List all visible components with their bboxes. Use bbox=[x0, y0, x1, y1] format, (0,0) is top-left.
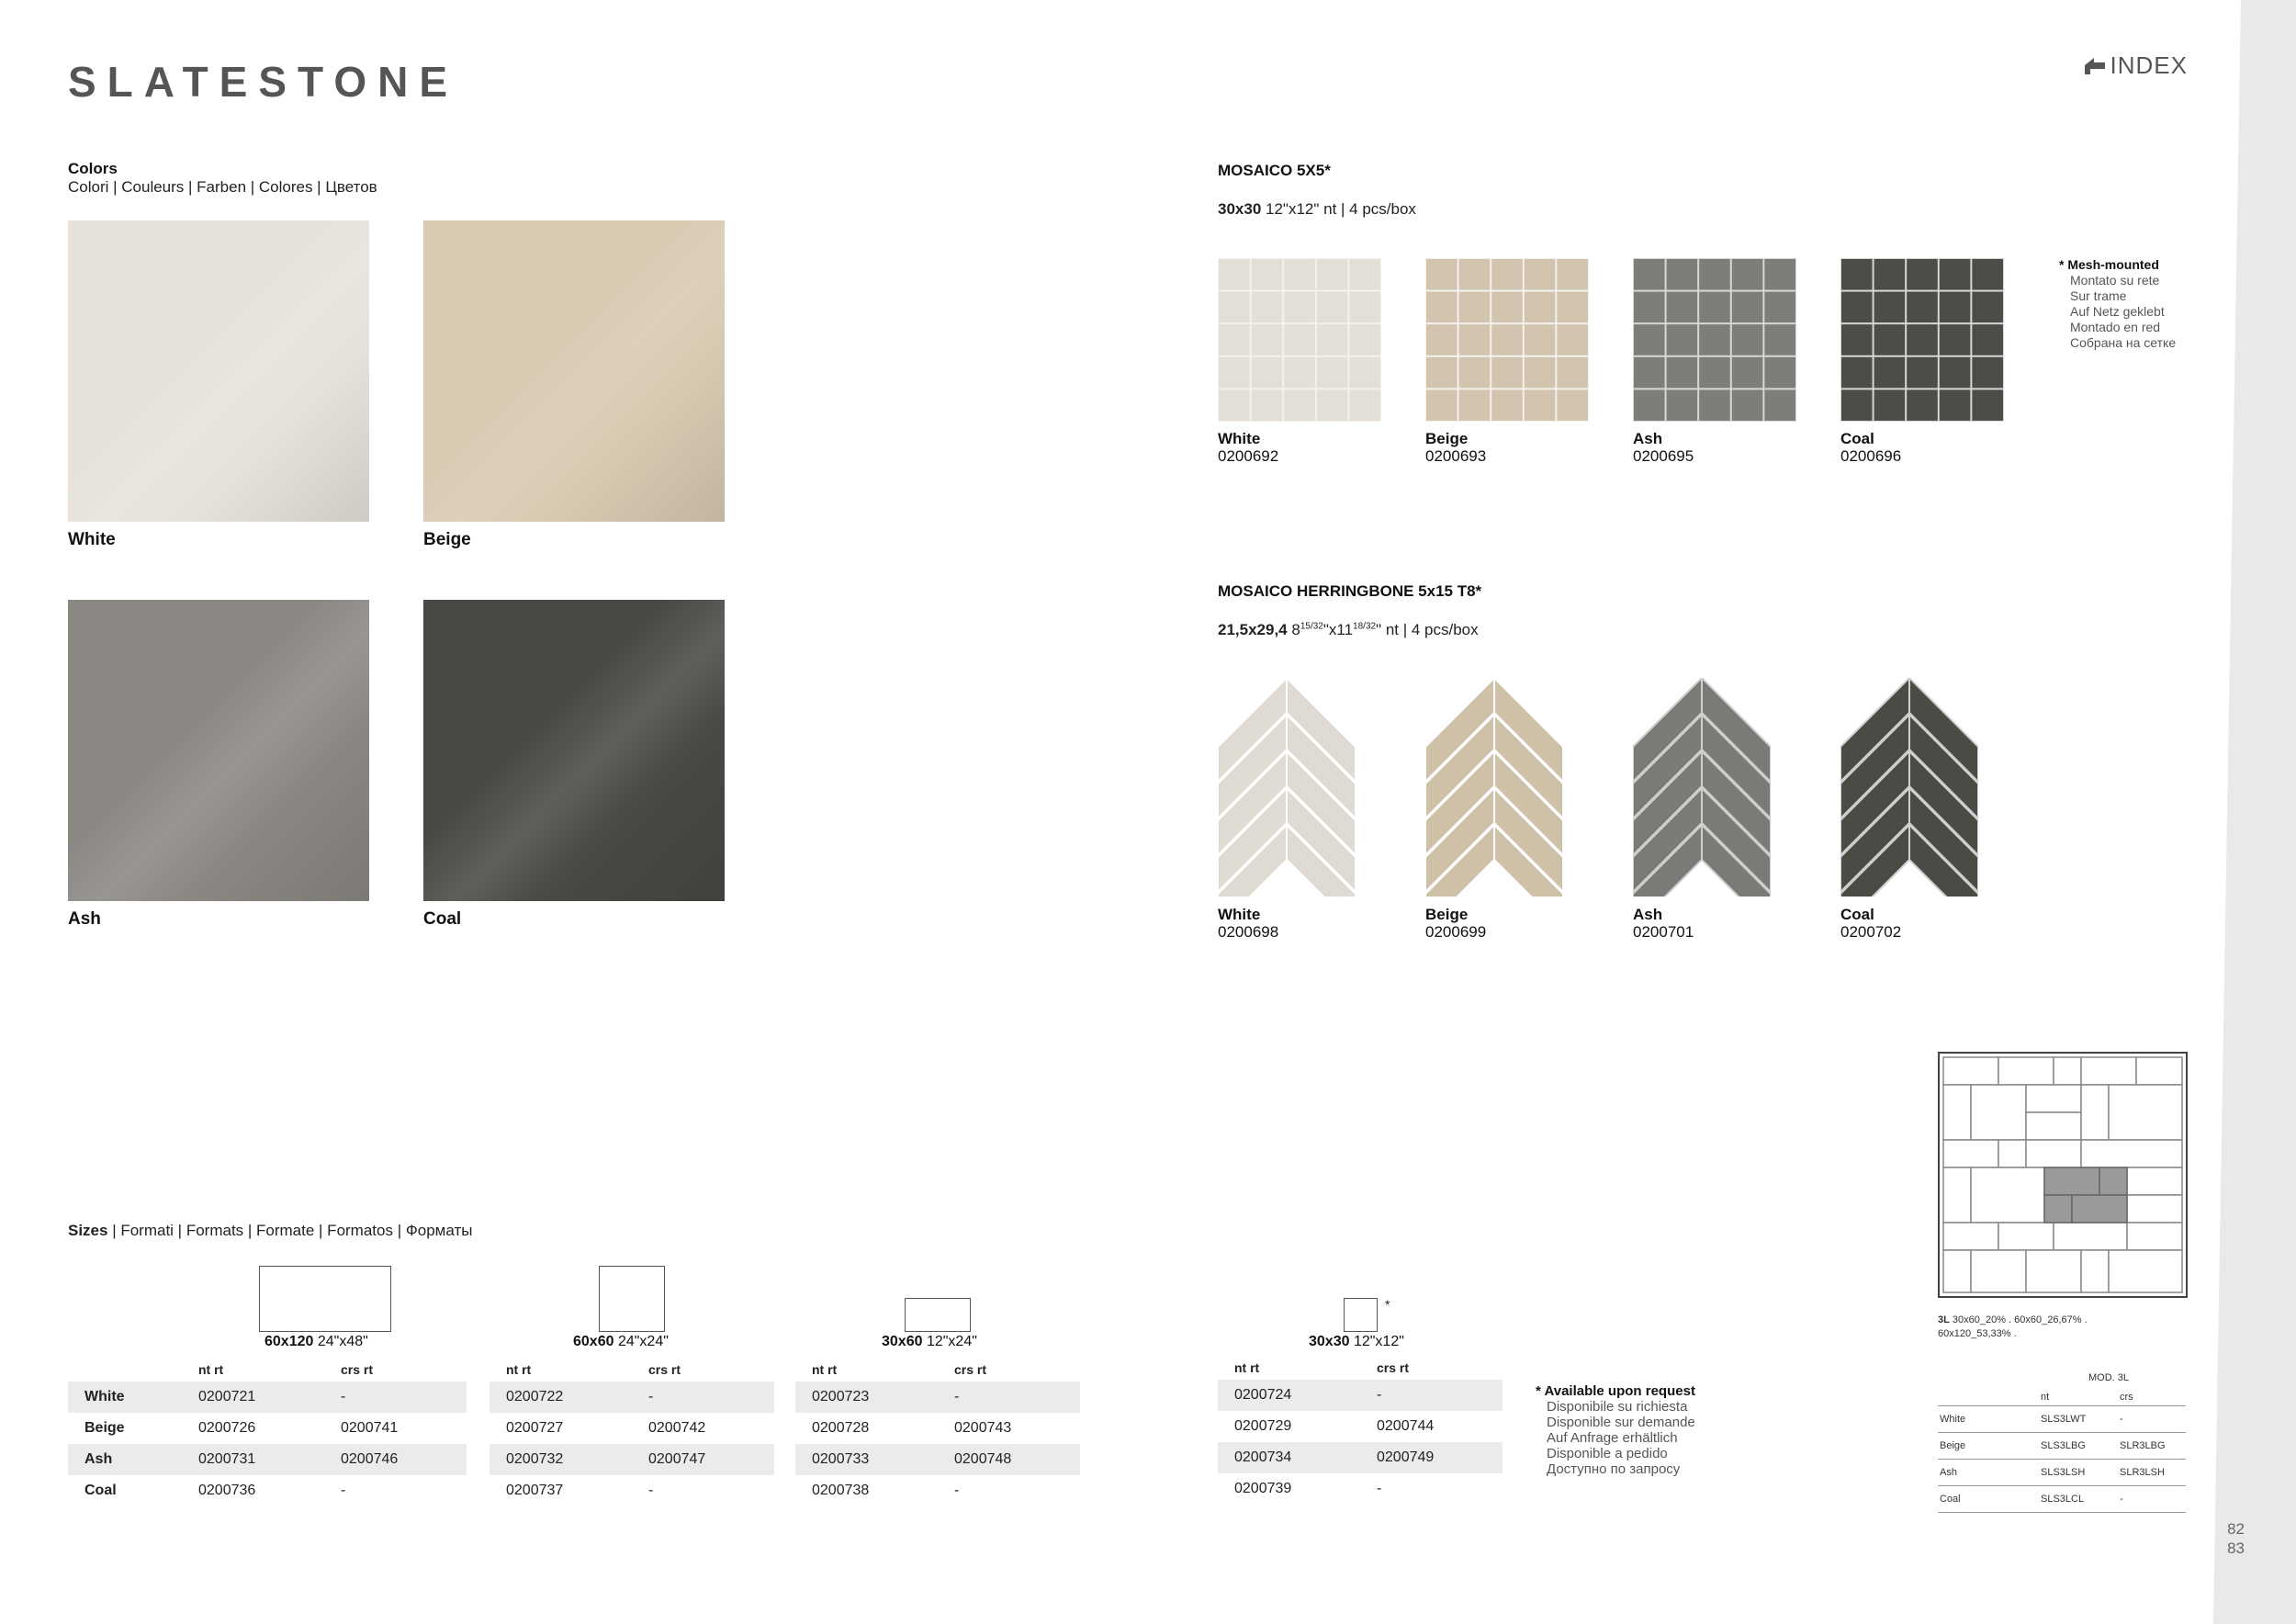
mosaic-5x5-label-coal bbox=[1840, 430, 1901, 465]
code-cell: - bbox=[1360, 1380, 1503, 1411]
code-cell: 0200733 bbox=[795, 1444, 938, 1475]
sizes-heading-bold: Sizes bbox=[68, 1222, 108, 1239]
code-cell: 0200737 bbox=[506, 1483, 564, 1498]
col-header-nt: nt rt bbox=[506, 1362, 532, 1377]
table-row bbox=[1218, 1380, 1503, 1411]
code-cell: 0200746 bbox=[324, 1444, 467, 1475]
mosaic-5x5-name: Ash bbox=[1633, 430, 1663, 447]
colors-heading: Colors bbox=[68, 160, 118, 177]
table-row bbox=[182, 1382, 467, 1413]
mod-row-name: White bbox=[1938, 1406, 2039, 1433]
herringbone-title: MOSAICO HERRINGBONE 5x15 T8* bbox=[1218, 582, 1482, 600]
page-numbers bbox=[2227, 1519, 2245, 1558]
code-cell: 0200748 bbox=[938, 1444, 1080, 1475]
mosaic-5x5-tile-coal bbox=[1840, 258, 2004, 422]
format-label-30x30 bbox=[1309, 1334, 1404, 1350]
modular-caption-bold: 3L bbox=[1938, 1314, 1950, 1325]
herringbone-code: 0200702 bbox=[1840, 923, 1902, 941]
herringbone-size-sup: 15/32 bbox=[1300, 621, 1323, 632]
herringbone-code: 0200698 bbox=[1218, 923, 1279, 941]
mod-row-crs: SLR3LBG bbox=[2118, 1433, 2186, 1460]
col-header-crs: crs rt bbox=[954, 1362, 987, 1377]
code-cell: 0200729 bbox=[1234, 1418, 1292, 1434]
herringbone-tile-beige bbox=[1425, 678, 1563, 897]
swatch-label-coal: Coal bbox=[423, 909, 462, 929]
code-cell: 0200731 bbox=[182, 1444, 324, 1475]
mod-table-header-crs: crs bbox=[2118, 1389, 2186, 1406]
table-row bbox=[1938, 1486, 2186, 1513]
herringbone-size-part: 8 bbox=[1287, 621, 1300, 638]
availability-note-line: Disponibile su richiesta bbox=[1547, 1399, 1688, 1415]
format-box-30x30 bbox=[1344, 1298, 1378, 1332]
row-names-header-blank bbox=[68, 1358, 182, 1382]
format-box-60x60 bbox=[599, 1266, 665, 1332]
modular-caption-rest: 30x60_20% . 60x60_26,67% . 60x120_53,33% . bbox=[1938, 1314, 2088, 1339]
format-box-60x120 bbox=[259, 1266, 391, 1332]
table-row bbox=[1938, 1406, 2186, 1433]
format-size: 60x60 bbox=[573, 1334, 614, 1349]
page-number-left: 82 bbox=[2227, 1520, 2245, 1538]
mod-row-name: Coal bbox=[1938, 1486, 2039, 1513]
swatch-ash bbox=[68, 600, 369, 901]
table-row bbox=[182, 1444, 467, 1475]
herringbone-tile-ash bbox=[1633, 678, 1771, 897]
mod-row-crs: - bbox=[2118, 1486, 2186, 1513]
code-cell: - bbox=[324, 1382, 467, 1413]
modular-layout-diagram bbox=[1938, 1052, 2188, 1298]
col-header-crs: crs rt bbox=[341, 1362, 374, 1377]
mesh-note-line: Собрана на сетке bbox=[2070, 335, 2177, 350]
mosaic-5x5-code: 0200696 bbox=[1840, 447, 1902, 465]
mod-row-nt: SLS3LWT bbox=[2039, 1406, 2118, 1433]
format-label-60x60 bbox=[573, 1334, 669, 1350]
sizes-row-names bbox=[68, 1358, 182, 1506]
code-cell: 0200721 bbox=[182, 1382, 324, 1413]
table-row bbox=[1218, 1442, 1503, 1473]
format-inch: 12"x12" bbox=[1349, 1334, 1404, 1349]
table-row bbox=[182, 1413, 467, 1444]
mesh-note-line: Montato su rete bbox=[2070, 273, 2160, 288]
availability-note-line: Disponible sur demande bbox=[1547, 1415, 1695, 1430]
code-cell: 0200738 bbox=[812, 1483, 870, 1498]
col-header-crs: crs rt bbox=[1377, 1360, 1410, 1375]
code-cell: - bbox=[1377, 1481, 1382, 1496]
mod-row-crs: SLR3LSH bbox=[2118, 1460, 2186, 1486]
sizes-table-60x60 bbox=[490, 1358, 774, 1506]
mosaic-5x5-label-beige bbox=[1425, 430, 1486, 465]
sizes-table-30x30 bbox=[1218, 1356, 1503, 1505]
index-link[interactable] bbox=[2083, 51, 2188, 80]
mod-row-crs: - bbox=[2118, 1406, 2186, 1433]
code-cell: 0200736 bbox=[198, 1483, 256, 1498]
format-label-30x60 bbox=[882, 1334, 977, 1350]
code-cell: 0200732 bbox=[490, 1444, 632, 1475]
code-cell: - bbox=[954, 1483, 960, 1498]
mod-table-header-blank bbox=[1938, 1389, 2039, 1406]
availability-note-title: Available upon request bbox=[1544, 1383, 1695, 1399]
code-cell: 0200726 bbox=[198, 1420, 256, 1436]
page-edge-band bbox=[2241, 0, 2296, 1624]
mod-row-nt: SLS3LBG bbox=[2039, 1433, 2118, 1460]
code-cell: 0200727 bbox=[506, 1420, 564, 1436]
mosaic-5x5-code: 0200693 bbox=[1425, 447, 1487, 465]
page-title: SLATESTONE bbox=[68, 58, 458, 106]
swatch-coal bbox=[423, 600, 725, 901]
row-name-beige: Beige bbox=[84, 1420, 125, 1436]
page-number-right: 83 bbox=[2227, 1539, 2245, 1557]
mod-table-header-nt: nt bbox=[2039, 1389, 2118, 1406]
format-label-60x120 bbox=[264, 1334, 368, 1350]
herringbone-label-beige bbox=[1425, 906, 1486, 941]
modular-table bbox=[1938, 1389, 2186, 1513]
swatch-label-ash: Ash bbox=[68, 909, 101, 929]
code-cell: - bbox=[632, 1382, 774, 1413]
table-row bbox=[795, 1444, 1080, 1475]
code-cell: 0200722 bbox=[490, 1382, 632, 1413]
code-cell: - bbox=[938, 1382, 1080, 1413]
code-cell: 0200743 bbox=[954, 1420, 1012, 1436]
table-row bbox=[182, 1475, 467, 1506]
arrow-up-icon bbox=[2083, 56, 2107, 76]
herringbone-size-sup: 18/32 bbox=[1353, 621, 1377, 632]
mosaic-5x5-tile-ash bbox=[1633, 258, 1796, 422]
sizes-heading-rest: | Formati | Formats | Formate | Formatos | Форматы bbox=[107, 1222, 473, 1239]
col-header-crs: crs rt bbox=[648, 1362, 681, 1377]
mosaic-5x5-name: Beige bbox=[1425, 430, 1469, 447]
mosaic-5x5-code: 0200692 bbox=[1218, 447, 1279, 465]
format-30x30-star: * bbox=[1385, 1297, 1390, 1312]
colors-subheading: Colori | Couleurs | Farben | Colores | Цветов bbox=[68, 178, 377, 196]
row-name-coal: Coal bbox=[84, 1483, 117, 1498]
herringbone-size-part: "x11 bbox=[1322, 621, 1354, 638]
swatch-beige bbox=[423, 220, 725, 522]
code-cell: 0200747 bbox=[632, 1444, 774, 1475]
table-row bbox=[490, 1475, 774, 1506]
code-cell: 0200741 bbox=[341, 1420, 399, 1436]
code-cell: 0200728 bbox=[812, 1420, 870, 1436]
herringbone-code: 0200701 bbox=[1633, 923, 1694, 941]
herringbone-size-bold: 21,5x29,4 bbox=[1218, 621, 1288, 638]
format-size: 60x120 bbox=[264, 1334, 314, 1349]
availability-note: * Available upon request Disponibile su richiesta Disponible sur demande Auf Anfrage erhältlich Disponible a pedido Доступно по запросу bbox=[1536, 1383, 1695, 1477]
herringbone-label-white bbox=[1218, 906, 1278, 941]
code-cell: 0200724 bbox=[1218, 1380, 1360, 1411]
mesh-note-title: Mesh-mounted bbox=[2067, 257, 2159, 272]
herringbone-label-ash bbox=[1633, 906, 1694, 941]
herringbone-size bbox=[1218, 621, 1479, 639]
table-row bbox=[490, 1444, 774, 1475]
table-row bbox=[795, 1413, 1080, 1444]
mod-row-name: Ash bbox=[1938, 1460, 2039, 1486]
page-edge-band-slant bbox=[2213, 0, 2241, 1624]
table-row bbox=[490, 1413, 774, 1444]
herringbone-code: 0200699 bbox=[1425, 923, 1487, 941]
herringbone-size-part: " nt | 4 pcs/box bbox=[1376, 621, 1479, 638]
format-box-30x60 bbox=[905, 1298, 971, 1332]
mosaic-5x5-tile-beige bbox=[1425, 258, 1589, 422]
sizes-table-30x60 bbox=[795, 1358, 1080, 1506]
code-cell: - bbox=[341, 1483, 346, 1498]
mosaic-5x5-code: 0200695 bbox=[1633, 447, 1694, 465]
col-header-nt: nt rt bbox=[1234, 1360, 1260, 1375]
herringbone-name: White bbox=[1218, 906, 1261, 923]
code-cell: 0200734 bbox=[1218, 1442, 1360, 1473]
herringbone-tile-white bbox=[1218, 678, 1356, 897]
sizes-heading bbox=[68, 1222, 472, 1240]
table-row bbox=[1218, 1473, 1503, 1505]
table-row bbox=[795, 1382, 1080, 1413]
col-header-nt: nt rt bbox=[812, 1362, 838, 1377]
code-cell: 0200742 bbox=[648, 1420, 706, 1436]
sizes-table-60x120 bbox=[182, 1358, 467, 1506]
code-cell: 0200744 bbox=[1377, 1418, 1435, 1434]
code-cell: 0200739 bbox=[1234, 1481, 1292, 1496]
mosaic-5x5-name: Coal bbox=[1840, 430, 1874, 447]
swatch-label-white: White bbox=[68, 530, 116, 549]
mesh-mounted-note: * Mesh-mounted Montato su rete Sur trame Auf Netz geklebt Montado en red Собрана на сетке bbox=[2059, 257, 2177, 350]
mosaic-5x5-size-bold: 30x30 bbox=[1218, 200, 1262, 218]
mosaic-5x5-label-white bbox=[1218, 430, 1278, 465]
mesh-note-line: Auf Netz geklebt bbox=[2070, 304, 2165, 319]
mesh-note-line: Montado en red bbox=[2070, 320, 2161, 334]
table-row bbox=[490, 1382, 774, 1413]
mesh-note-line: Sur trame bbox=[2070, 288, 2127, 303]
availability-note-line: Disponible a pedido bbox=[1547, 1446, 1668, 1461]
mosaic-5x5-size bbox=[1218, 200, 1416, 219]
mosaic-5x5-title: MOSAICO 5X5* bbox=[1218, 162, 1331, 179]
table-row bbox=[1218, 1411, 1503, 1442]
herringbone-tile-coal bbox=[1840, 678, 1978, 897]
format-size: 30x60 bbox=[882, 1334, 923, 1349]
mod-row-name: Beige bbox=[1938, 1433, 2039, 1460]
format-inch: 24"x48" bbox=[313, 1334, 368, 1349]
modular-caption bbox=[1938, 1314, 2158, 1341]
code-cell: - bbox=[648, 1483, 654, 1498]
availability-note-line: Доступно по запросу bbox=[1547, 1461, 1681, 1477]
mod-table-title: MOD. 3L bbox=[2088, 1372, 2130, 1383]
code-cell: 0200723 bbox=[795, 1382, 938, 1413]
code-cell: 0200749 bbox=[1360, 1442, 1503, 1473]
herringbone-name: Ash bbox=[1633, 906, 1663, 923]
mosaic-5x5-label-ash bbox=[1633, 430, 1694, 465]
table-row bbox=[1938, 1460, 2186, 1486]
mosaic-5x5-name: White bbox=[1218, 430, 1261, 447]
herringbone-label-coal bbox=[1840, 906, 1901, 941]
row-name-white: White bbox=[68, 1382, 182, 1413]
table-row bbox=[1938, 1433, 2186, 1460]
format-inch: 24"x24" bbox=[613, 1334, 669, 1349]
availability-note-line: Auf Anfrage erhältlich bbox=[1547, 1430, 1678, 1446]
row-name-ash: Ash bbox=[68, 1444, 182, 1475]
format-inch: 12"x24" bbox=[922, 1334, 977, 1349]
swatch-label-beige: Beige bbox=[423, 530, 471, 549]
herringbone-name: Beige bbox=[1425, 906, 1469, 923]
mosaic-5x5-size-rest: 12"x12" nt | 4 pcs/box bbox=[1261, 200, 1416, 218]
table-row bbox=[795, 1475, 1080, 1506]
mod-row-nt: SLS3LCL bbox=[2039, 1486, 2118, 1513]
mod-row-nt: SLS3LSH bbox=[2039, 1460, 2118, 1486]
col-header-nt: nt rt bbox=[198, 1362, 224, 1377]
mosaic-5x5-tile-white bbox=[1218, 258, 1381, 422]
format-size: 30x30 bbox=[1309, 1334, 1350, 1349]
swatch-white bbox=[68, 220, 369, 522]
index-label: INDEX bbox=[2110, 51, 2188, 79]
herringbone-name: Coal bbox=[1840, 906, 1874, 923]
